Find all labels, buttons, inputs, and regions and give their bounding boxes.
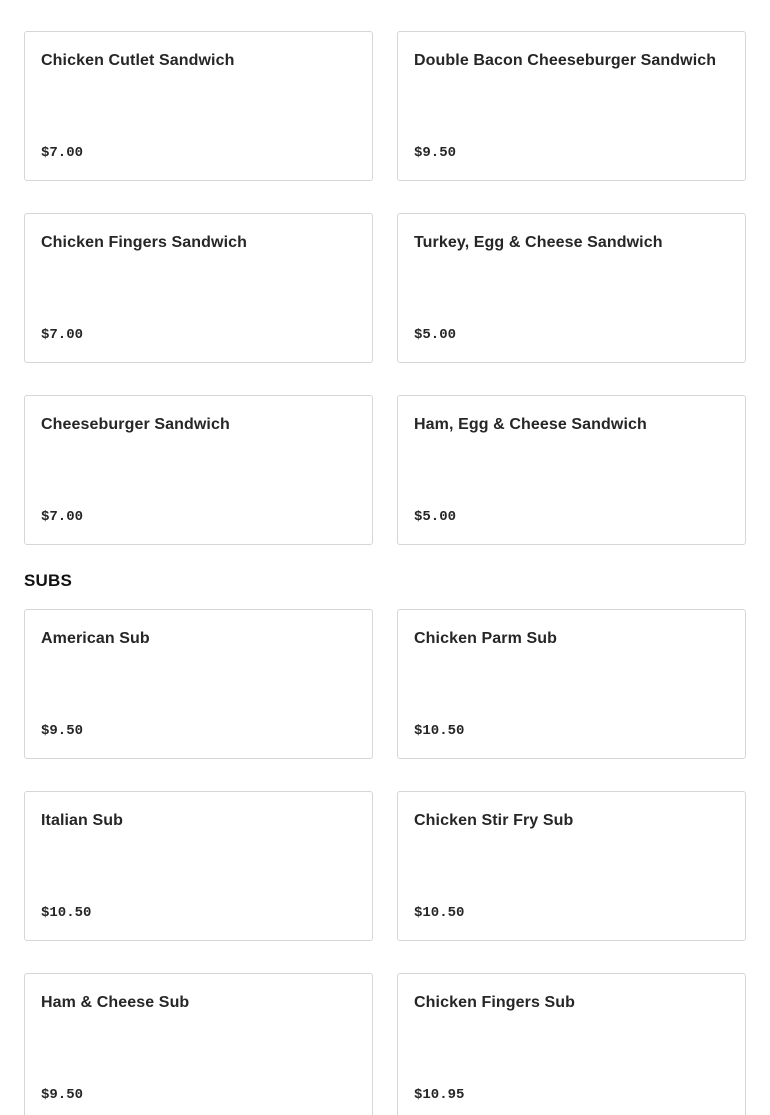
subs-grid (24, 609, 746, 1115)
menu-item-card[interactable] (24, 31, 373, 181)
menu-item-name: Ham, Egg & Cheese Sandwich (414, 416, 647, 433)
menu-item-name: Cheeseburger Sandwich (41, 416, 230, 433)
menu-item-card[interactable] (397, 31, 746, 181)
menu-item-price: $9.50 (41, 723, 84, 739)
menu-item-card[interactable] (24, 609, 373, 759)
menu-item-name: Chicken Fingers Sandwich (41, 234, 248, 251)
menu-item-name: Chicken Fingers Sub (414, 994, 576, 1011)
menu-item-card[interactable] (397, 609, 746, 759)
sandwiches-grid (24, 31, 746, 545)
menu-item-name: American Sub (41, 630, 150, 647)
menu-item-price: $5.00 (414, 509, 457, 525)
menu-item-price: $7.00 (41, 327, 84, 343)
menu-item-name: Chicken Cutlet Sandwich (41, 52, 235, 69)
menu-item-price: $9.50 (41, 1087, 84, 1103)
menu-item-price: $9.50 (414, 145, 457, 161)
menu-item-price: $7.00 (41, 145, 84, 161)
menu-item-name: Turkey, Egg & Cheese Sandwich (414, 234, 663, 251)
menu-item-card[interactable] (397, 213, 746, 363)
menu-item-card[interactable] (397, 973, 746, 1115)
menu-item-price: $10.50 (414, 723, 465, 739)
menu-item-card[interactable] (24, 395, 373, 545)
menu-item-card[interactable] (24, 213, 373, 363)
menu-item-name: Chicken Stir Fry Sub (414, 812, 574, 829)
menu-item-price: $10.50 (41, 905, 92, 921)
menu-item-card[interactable] (24, 973, 373, 1115)
menu-item-card[interactable] (397, 395, 746, 545)
menu-item-name: Ham & Cheese Sub (41, 994, 190, 1011)
menu-item-name: Chicken Parm Sub (414, 630, 557, 647)
menu-item-price: $10.50 (414, 905, 465, 921)
menu-item-price: $5.00 (414, 327, 457, 343)
menu-item-name: Italian Sub (41, 812, 123, 829)
menu-item-card[interactable] (24, 791, 373, 941)
menu-item-price: $10.95 (414, 1087, 465, 1103)
menu-item-price: $7.00 (41, 509, 84, 525)
menu-item-name: Double Bacon Cheeseburger Sandwich (414, 52, 717, 69)
section-title-subs: SUBS (24, 571, 73, 590)
menu-item-card[interactable] (397, 791, 746, 941)
